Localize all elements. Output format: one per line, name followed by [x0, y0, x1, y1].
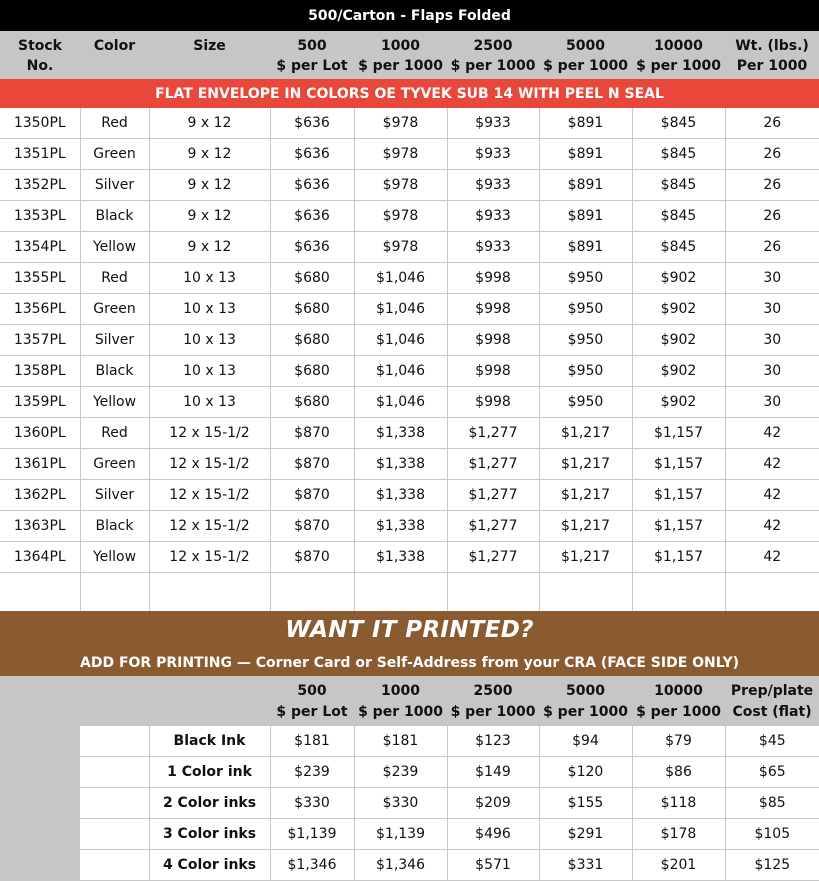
- column-header: 2500: [447, 31, 539, 54]
- table-cell: 9 x 12: [149, 170, 270, 201]
- printing-price-cell: $105: [725, 819, 819, 850]
- printing-price-cell: $571: [447, 850, 539, 881]
- table-cell: $891: [539, 170, 632, 201]
- table-cell: Green: [80, 139, 149, 170]
- table-cell: $902: [632, 263, 725, 294]
- printing-price-cell: $181: [354, 726, 447, 757]
- printing-price-cell: $330: [354, 788, 447, 819]
- printing-column-header: 1000: [354, 676, 447, 700]
- table-row: [0, 201, 819, 232]
- table-row: [0, 511, 819, 542]
- table-cell: $680: [270, 356, 354, 387]
- printing-price-cell: $125: [725, 850, 819, 881]
- column-header: Size: [149, 31, 270, 54]
- printing-row: [0, 850, 819, 881]
- ink-option-label: 2 Color inks: [149, 788, 270, 819]
- table-cell: $870: [270, 511, 354, 542]
- printing-price-cell: $239: [354, 757, 447, 788]
- printing-price-cell: $496: [447, 819, 539, 850]
- ink-option-label: 3 Color inks: [149, 819, 270, 850]
- table-cell: $636: [270, 170, 354, 201]
- empty-cell: [80, 788, 149, 819]
- table-cell: $680: [270, 325, 354, 356]
- printing-price-cell: $85: [725, 788, 819, 819]
- table-cell: 30: [725, 356, 819, 387]
- table-cell: 1359PL: [0, 387, 80, 418]
- ink-option-label: 1 Color ink: [149, 757, 270, 788]
- table-cell: 42: [725, 480, 819, 511]
- table-cell: $1,338: [354, 480, 447, 511]
- table-cell: $1,157: [632, 480, 725, 511]
- table-cell: 26: [725, 170, 819, 201]
- table-cell: 42: [725, 449, 819, 480]
- table-cell: $870: [270, 449, 354, 480]
- table-cell: 9 x 12: [149, 139, 270, 170]
- table-cell: 10 x 13: [149, 263, 270, 294]
- printing-column-header: 500: [270, 676, 354, 700]
- table-cell: $1,046: [354, 387, 447, 418]
- printing-row: [0, 757, 819, 788]
- printing-column-header: 5000: [539, 676, 632, 700]
- table-cell: 10 x 13: [149, 356, 270, 387]
- printing-column-subheader: Cost (flat): [725, 700, 819, 726]
- table-row: [0, 480, 819, 511]
- table-cell: Green: [80, 449, 149, 480]
- table-cell: 1354PL: [0, 232, 80, 263]
- table-cell: 12 x 15-1/2: [149, 449, 270, 480]
- empty-cell: [80, 819, 149, 850]
- printing-price-cell: $86: [632, 757, 725, 788]
- table-row: [0, 139, 819, 170]
- table-cell: Yellow: [80, 542, 149, 573]
- table-cell: Red: [80, 108, 149, 139]
- blank-row: [0, 573, 819, 612]
- table-row: [0, 418, 819, 449]
- table-cell: $950: [539, 387, 632, 418]
- table-cell: $1,277: [447, 418, 539, 449]
- table-cell: $845: [632, 232, 725, 263]
- ink-option-label: 4 Color inks: [149, 850, 270, 881]
- header-spacer: [0, 700, 270, 726]
- carton-title: 500/Carton - Flaps Folded: [0, 0, 819, 31]
- table-cell: $978: [354, 170, 447, 201]
- table-cell: $1,157: [632, 449, 725, 480]
- table-cell: 30: [725, 263, 819, 294]
- printing-price-cell: $201: [632, 850, 725, 881]
- column-header: 500: [270, 31, 354, 54]
- column-header: 1000: [354, 31, 447, 54]
- table-cell: 26: [725, 108, 819, 139]
- printing-price-cell: $149: [447, 757, 539, 788]
- table-cell: $870: [270, 480, 354, 511]
- table-cell: Red: [80, 418, 149, 449]
- table-cell: 1353PL: [0, 201, 80, 232]
- table-row: [0, 263, 819, 294]
- table-cell: $680: [270, 387, 354, 418]
- table-cell: $1,338: [354, 449, 447, 480]
- printing-price-cell: $65: [725, 757, 819, 788]
- column-subheader: [149, 54, 270, 79]
- table-cell: $1,277: [447, 542, 539, 573]
- table-cell: $1,338: [354, 418, 447, 449]
- table-cell: $902: [632, 294, 725, 325]
- printing-title: WANT IT PRINTED?: [0, 611, 819, 649]
- table-cell: Silver: [80, 480, 149, 511]
- row-gutter: [0, 819, 80, 850]
- printing-column-header: Prep/plate: [725, 676, 819, 700]
- printing-subtitle: ADD FOR PRINTING — Corner Card or Self-Address from your CRA (FACE SIDE ONLY): [0, 649, 819, 676]
- header-row-top: [0, 31, 819, 54]
- table-cell: $1,338: [354, 511, 447, 542]
- printing-price-cell: $120: [539, 757, 632, 788]
- table-cell: 1360PL: [0, 418, 80, 449]
- table-cell: 42: [725, 542, 819, 573]
- table-cell: $978: [354, 232, 447, 263]
- table-row: [0, 170, 819, 201]
- table-cell: $1,338: [354, 542, 447, 573]
- table-cell: 9 x 12: [149, 201, 270, 232]
- table-cell: Silver: [80, 325, 149, 356]
- table-cell: $978: [354, 139, 447, 170]
- table-cell: Yellow: [80, 387, 149, 418]
- table-cell: 26: [725, 139, 819, 170]
- column-subheader: $ per 1000: [539, 54, 632, 79]
- printing-price-cell: $181: [270, 726, 354, 757]
- printing-price-cell: $45: [725, 726, 819, 757]
- table-cell: Yellow: [80, 232, 149, 263]
- table-cell: $950: [539, 356, 632, 387]
- table-cell: $933: [447, 139, 539, 170]
- table-cell: $978: [354, 201, 447, 232]
- table-cell: 9 x 12: [149, 232, 270, 263]
- table-cell: 1356PL: [0, 294, 80, 325]
- printing-price-cell: $94: [539, 726, 632, 757]
- printing-price-cell: $123: [447, 726, 539, 757]
- table-cell: 26: [725, 201, 819, 232]
- table-cell: $1,157: [632, 418, 725, 449]
- table-cell: $902: [632, 356, 725, 387]
- table-cell: $902: [632, 325, 725, 356]
- table-cell: 1351PL: [0, 139, 80, 170]
- printing-price-cell: $1,139: [354, 819, 447, 850]
- printing-column-subheader: $ per 1000: [539, 700, 632, 726]
- table-cell: $891: [539, 139, 632, 170]
- row-gutter: [0, 726, 80, 757]
- table-cell: $1,277: [447, 480, 539, 511]
- table-cell: $902: [632, 387, 725, 418]
- printing-header-row-bottom: [0, 700, 819, 726]
- table-cell: 1357PL: [0, 325, 80, 356]
- table-row: [0, 232, 819, 263]
- printing-price-cell: $239: [270, 757, 354, 788]
- empty-cell: [149, 573, 270, 612]
- printing-price-table: [0, 611, 819, 881]
- table-cell: 1355PL: [0, 263, 80, 294]
- table-cell: $933: [447, 170, 539, 201]
- printing-price-cell: $155: [539, 788, 632, 819]
- printing-column-subheader: $ per Lot: [270, 700, 354, 726]
- printing-title-row: [0, 611, 819, 649]
- table-cell: 10 x 13: [149, 325, 270, 356]
- table-cell: $680: [270, 263, 354, 294]
- table-cell: 1363PL: [0, 511, 80, 542]
- table-cell: $1,217: [539, 480, 632, 511]
- table-cell: 30: [725, 294, 819, 325]
- table-cell: $845: [632, 139, 725, 170]
- table-cell: $891: [539, 201, 632, 232]
- printing-price-cell: $118: [632, 788, 725, 819]
- column-header: 5000: [539, 31, 632, 54]
- printing-row: [0, 788, 819, 819]
- table-cell: 1364PL: [0, 542, 80, 573]
- table-cell: $1,217: [539, 542, 632, 573]
- table-cell: $933: [447, 201, 539, 232]
- column-subheader: $ per 1000: [632, 54, 725, 79]
- table-cell: $1,217: [539, 511, 632, 542]
- column-header: Color: [80, 31, 149, 54]
- column-subheader: Per 1000: [725, 54, 819, 79]
- column-subheader: No.: [0, 54, 80, 79]
- table-cell: $950: [539, 263, 632, 294]
- carton-title-row: [0, 0, 819, 31]
- table-cell: $998: [447, 356, 539, 387]
- product-band: FLAT ENVELOPE IN COLORS OE TYVEK SUB 14 WITH PEEL N SEAL: [0, 79, 819, 108]
- column-subheader: $ per 1000: [354, 54, 447, 79]
- printing-column-subheader: $ per 1000: [632, 700, 725, 726]
- table-cell: Black: [80, 201, 149, 232]
- printing-price-cell: $330: [270, 788, 354, 819]
- empty-cell: [632, 573, 725, 612]
- table-cell: Green: [80, 294, 149, 325]
- table-cell: $1,046: [354, 294, 447, 325]
- table-row: [0, 356, 819, 387]
- table-cell: $933: [447, 232, 539, 263]
- empty-cell: [80, 757, 149, 788]
- printing-row: [0, 819, 819, 850]
- table-row: [0, 325, 819, 356]
- table-cell: Black: [80, 511, 149, 542]
- printing-price-cell: $79: [632, 726, 725, 757]
- table-cell: $1,157: [632, 542, 725, 573]
- table-cell: $891: [539, 232, 632, 263]
- table-cell: Silver: [80, 170, 149, 201]
- printing-price-cell: $178: [632, 819, 725, 850]
- empty-cell: [539, 573, 632, 612]
- ink-option-label: Black Ink: [149, 726, 270, 757]
- printing-price-cell: $1,346: [354, 850, 447, 881]
- table-cell: $845: [632, 170, 725, 201]
- empty-cell: [80, 850, 149, 881]
- product-band-row: [0, 79, 819, 108]
- table-cell: $1,157: [632, 511, 725, 542]
- table-cell: Black: [80, 356, 149, 387]
- table-cell: $636: [270, 139, 354, 170]
- table-cell: 10 x 13: [149, 294, 270, 325]
- table-cell: 1358PL: [0, 356, 80, 387]
- table-cell: 1361PL: [0, 449, 80, 480]
- table-cell: $1,046: [354, 356, 447, 387]
- table-cell: $978: [354, 108, 447, 139]
- printing-price-cell: $331: [539, 850, 632, 881]
- table-row: [0, 449, 819, 480]
- table-row: [0, 387, 819, 418]
- table-cell: $998: [447, 325, 539, 356]
- empty-cell: [354, 573, 447, 612]
- table-cell: 30: [725, 387, 819, 418]
- printing-column-header: 10000: [632, 676, 725, 700]
- table-cell: $636: [270, 201, 354, 232]
- table-row: [0, 294, 819, 325]
- printing-price-cell: $1,346: [270, 850, 354, 881]
- printing-header-row-top: [0, 676, 819, 700]
- table-cell: $950: [539, 294, 632, 325]
- table-cell: $1,046: [354, 325, 447, 356]
- printing-column-subheader: $ per 1000: [447, 700, 539, 726]
- printing-row: [0, 726, 819, 757]
- table-cell: $1,217: [539, 418, 632, 449]
- row-gutter: [0, 850, 80, 881]
- column-subheader: $ per Lot: [270, 54, 354, 79]
- table-cell: $1,277: [447, 449, 539, 480]
- table-cell: $1,046: [354, 263, 447, 294]
- table-cell: $891: [539, 108, 632, 139]
- table-cell: $680: [270, 294, 354, 325]
- table-cell: 12 x 15-1/2: [149, 511, 270, 542]
- row-gutter: [0, 788, 80, 819]
- table-cell: 30: [725, 325, 819, 356]
- table-cell: $933: [447, 108, 539, 139]
- table-cell: 1350PL: [0, 108, 80, 139]
- table-cell: 42: [725, 511, 819, 542]
- column-header: Wt. (lbs.): [725, 31, 819, 54]
- table-cell: Red: [80, 263, 149, 294]
- table-cell: $998: [447, 294, 539, 325]
- table-cell: $636: [270, 108, 354, 139]
- table-cell: $1,277: [447, 511, 539, 542]
- table-cell: $845: [632, 108, 725, 139]
- column-subheader: $ per 1000: [447, 54, 539, 79]
- table-row: [0, 108, 819, 139]
- table-cell: $998: [447, 387, 539, 418]
- column-header: 10000: [632, 31, 725, 54]
- table-row: [0, 542, 819, 573]
- empty-cell: [80, 573, 149, 612]
- printing-column-header: 2500: [447, 676, 539, 700]
- table-cell: 42: [725, 418, 819, 449]
- row-gutter: [0, 757, 80, 788]
- printing-price-cell: $209: [447, 788, 539, 819]
- table-cell: $636: [270, 232, 354, 263]
- empty-cell: [0, 573, 80, 612]
- table-cell: $870: [270, 418, 354, 449]
- table-cell: 1362PL: [0, 480, 80, 511]
- empty-cell: [447, 573, 539, 612]
- printing-price-cell: $1,139: [270, 819, 354, 850]
- table-cell: 9 x 12: [149, 108, 270, 139]
- column-subheader: [80, 54, 149, 79]
- printing-price-cell: $291: [539, 819, 632, 850]
- empty-cell: [80, 726, 149, 757]
- empty-cell: [270, 573, 354, 612]
- table-cell: 12 x 15-1/2: [149, 542, 270, 573]
- table-cell: $870: [270, 542, 354, 573]
- table-cell: $1,217: [539, 449, 632, 480]
- table-cell: $845: [632, 201, 725, 232]
- table-cell: $950: [539, 325, 632, 356]
- table-cell: 12 x 15-1/2: [149, 418, 270, 449]
- column-header: Stock: [0, 31, 80, 54]
- empty-cell: [725, 573, 819, 612]
- table-cell: 12 x 15-1/2: [149, 480, 270, 511]
- printing-subtitle-row: [0, 649, 819, 676]
- header-spacer: [0, 676, 270, 700]
- table-cell: 26: [725, 232, 819, 263]
- table-cell: 10 x 13: [149, 387, 270, 418]
- table-cell: $998: [447, 263, 539, 294]
- table-cell: 1352PL: [0, 170, 80, 201]
- printing-column-subheader: $ per 1000: [354, 700, 447, 726]
- header-row-bottom: [0, 54, 819, 79]
